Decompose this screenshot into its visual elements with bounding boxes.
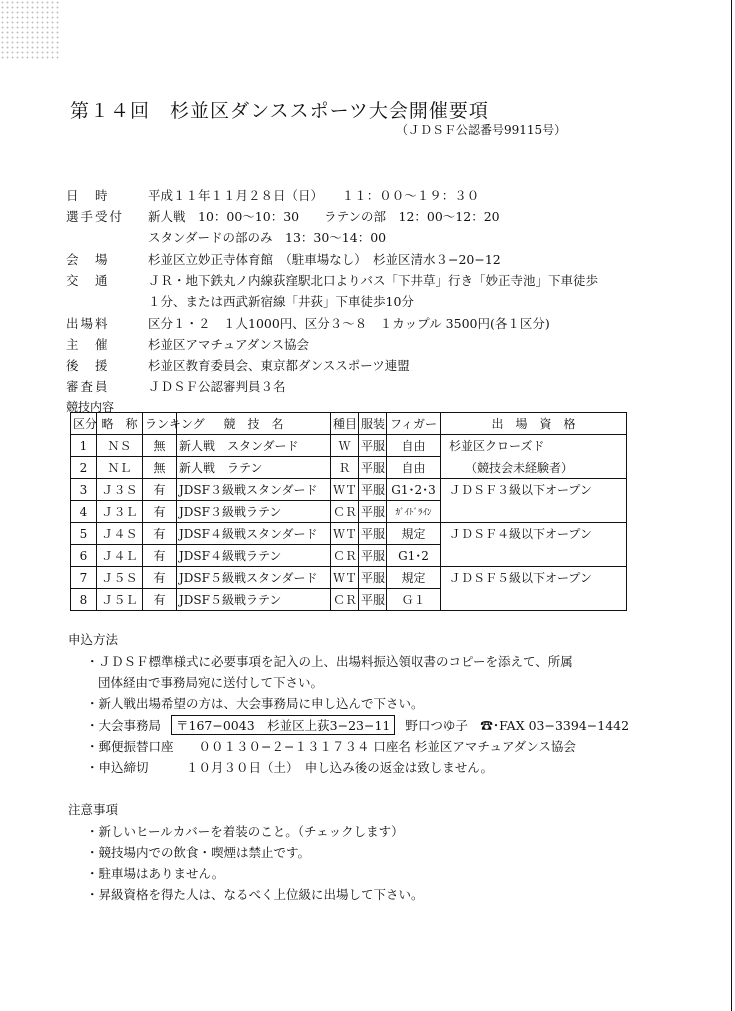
info-value: 杉並区教育委員会、東京都ダンススポーツ連盟 [148, 358, 410, 373]
cell-event: JDSF４級戦スタンダード [177, 523, 331, 545]
cell-figure: 自由 [387, 435, 441, 457]
info-label: 主 催 [66, 337, 110, 352]
competition-table [70, 412, 627, 611]
cell-ranking: 無 [143, 435, 177, 457]
table-row [71, 567, 627, 589]
cell-event: JDSF３級戦スタンダード [177, 479, 331, 501]
cell-eligibility [441, 589, 627, 611]
cell-event: JDSF４級戦ラテン [177, 545, 331, 567]
col-header-attire: 服装 [359, 413, 387, 435]
cell-ranking: 有 [143, 567, 177, 589]
office-label: ・大会事務局 [86, 718, 162, 733]
application-item: ・ＪＤＳＦ標準様式に必要事項を記入の上、出場料振込領収書のコピーを添えて、所属 [86, 654, 573, 669]
cell-division: 8 [71, 589, 97, 611]
application-heading: 申込方法 [68, 632, 119, 647]
cell-division: 6 [71, 545, 97, 567]
info-value: 区分１・２ １人1000円、区分３〜８ １カップル 3500円(各１区分) [148, 316, 550, 331]
cell-eligibility: ＪＤＳＦ３級以下オープン [441, 479, 627, 501]
office-line [86, 715, 629, 735]
cell-code: ＮＬ [97, 457, 143, 479]
table-heading: 競技内容 [66, 400, 115, 414]
info-label: 交 通 [66, 273, 110, 288]
info-label: 会 場 [66, 252, 110, 267]
col-header-eligibility: 出 場 資 格 [441, 413, 627, 435]
cell-attire: 平服 [359, 589, 387, 611]
cell-code: Ｊ４Ｓ [97, 523, 143, 545]
office-contact: 野口つゆ子 ☎･FAX 03−3394−1442 [405, 718, 630, 733]
col-header-ranking: ランキング [143, 413, 177, 435]
postal-account: ・郵便振替口座 ００１３０−２−１３１７３４ 口座名 杉並区アマチュアダンス協会 [86, 739, 576, 754]
cell-attire: 平服 [359, 435, 387, 457]
cell-event: 新人戦 スタンダード [177, 435, 331, 457]
table-row [71, 479, 627, 501]
cell-figure: ｶﾞｲﾄﾞﾗｲﾝ [387, 501, 441, 523]
cell-division: 7 [71, 567, 97, 589]
info-label: 日 時 [66, 188, 110, 203]
cell-ranking: 有 [143, 523, 177, 545]
info-value: １分、または西武新宿線「井荻」下車徒歩10分 [148, 294, 414, 309]
cell-division: 2 [71, 457, 97, 479]
cell-code: Ｊ５Ｓ [97, 567, 143, 589]
col-header-figure: フィガー [387, 413, 441, 435]
cell-figure: 自由 [387, 457, 441, 479]
cell-code: Ｊ３Ｓ [97, 479, 143, 501]
cell-dances: Ｗ [331, 435, 359, 457]
table-row [71, 523, 627, 545]
cell-eligibility [441, 501, 627, 523]
cell-ranking: 有 [143, 501, 177, 523]
cell-code: Ｊ３Ｌ [97, 501, 143, 523]
table-header-row [71, 413, 627, 435]
cell-dances: ＷＴ [331, 479, 359, 501]
document-title: 第１４回 杉並区ダンススポーツ大会開催要項 [70, 100, 489, 122]
cell-event: JDSF５級戦スタンダード [177, 567, 331, 589]
cell-ranking: 有 [143, 589, 177, 611]
info-label: 選手受付 [66, 209, 125, 224]
col-header-division: 区分 [71, 413, 97, 435]
cell-dances: ＷＴ [331, 523, 359, 545]
cell-attire: 平服 [359, 457, 387, 479]
info-label: 審査員 [66, 379, 110, 394]
info-value: 杉並区アマチュアダンス協会 [148, 337, 310, 352]
col-header-dances: 種目 [331, 413, 359, 435]
cell-figure: 規定 [387, 567, 441, 589]
cell-attire: 平服 [359, 501, 387, 523]
cell-figure: G1･2･3 [387, 479, 441, 501]
info-value: 平成１１年１１月２８日（日） １１：００〜１９：３０ [148, 188, 480, 203]
cell-event: JDSF３級戦ラテン [177, 501, 331, 523]
cell-division: 4 [71, 501, 97, 523]
table-row [71, 435, 627, 457]
cell-division: 5 [71, 523, 97, 545]
cell-attire: 平服 [359, 523, 387, 545]
cell-figure: 規定 [387, 523, 441, 545]
col-header-event: 競 技 名 [177, 413, 331, 435]
table-row [71, 501, 627, 523]
note-item: ・新しいヒールカバーを着装のこと。（チェックします） [86, 824, 404, 839]
office-address: 〒167−0043 杉並区上荻3−23−11 [171, 715, 395, 735]
application-deadline: ・申込締切 １０月３０日（土） 申し込み後の返金は致しません。 [86, 760, 494, 775]
note-item: ・駐車場はありません。 [86, 866, 225, 881]
cell-attire: 平服 [359, 545, 387, 567]
info-value: 杉並区立妙正寺体育館 （駐車場なし） 杉並区清水３−20−12 [148, 252, 501, 267]
info-label: 後 援 [66, 358, 110, 373]
cell-dances: Ｒ [331, 457, 359, 479]
cell-attire: 平服 [359, 479, 387, 501]
cell-eligibility: 杉並区クローズド [441, 435, 627, 457]
note-item: ・競技場内での飲食・喫煙は禁止です。 [86, 845, 311, 860]
cell-dances: ＣＲ [331, 589, 359, 611]
application-item-cont: 団体経由で事務局宛に送付して下さい。 [98, 675, 324, 690]
info-label: 出場料 [66, 316, 110, 331]
cell-ranking: 無 [143, 457, 177, 479]
cell-event: JDSF５級戦ラテン [177, 589, 331, 611]
info-value: ＪＤＳＦ公認審判員３名 [148, 379, 286, 394]
cell-code: Ｊ４Ｌ [97, 545, 143, 567]
scan-noise [0, 0, 60, 60]
document-subtitle: （ＪＤＳＦ公認番号99115号） [396, 123, 567, 137]
cell-division: 1 [71, 435, 97, 457]
info-value: ＪＲ・地下鉄丸ノ内線荻窪駅北口よりバス「下井草」行き「妙正寺池」下車徒歩 [148, 273, 599, 288]
cell-eligibility: ＪＤＳＦ４級以下オープン [441, 523, 627, 545]
cell-event: 新人戦 ラテン [177, 457, 331, 479]
notes-heading: 注意事項 [68, 802, 119, 817]
cell-dances: ＷＴ [331, 567, 359, 589]
cell-figure: Ｇ１ [387, 589, 441, 611]
cell-dances: ＣＲ [331, 545, 359, 567]
table-row [71, 589, 627, 611]
cell-dances: ＣＲ [331, 501, 359, 523]
cell-code: ＮＳ [97, 435, 143, 457]
cell-eligibility [441, 545, 627, 567]
page-edge-line [731, 0, 732, 1011]
info-value: スタンダードの部のみ 13：30〜14：00 [148, 230, 387, 245]
cell-code: Ｊ５Ｌ [97, 589, 143, 611]
cell-eligibility: ＪＤＳＦ５級以下オープン [441, 567, 627, 589]
cell-ranking: 有 [143, 479, 177, 501]
info-value: 新人戦 10：00〜10：30 ラテンの部 12：00〜12：20 [148, 209, 500, 224]
cell-ranking: 有 [143, 545, 177, 567]
cell-eligibility: （競技会未経験者） [441, 457, 627, 479]
note-item: ・昇級資格を得た人は、なるべく上位級に出場して下さい。 [86, 887, 424, 902]
cell-attire: 平服 [359, 567, 387, 589]
table-row [71, 457, 627, 479]
application-item: ・新人戦出場希望の方は、大会事務局に申し込んで下さい。 [86, 696, 424, 711]
table-row [71, 545, 627, 567]
cell-division: 3 [71, 479, 97, 501]
col-header-code: 略 称 [97, 413, 143, 435]
cell-figure: G1･2 [387, 545, 441, 567]
